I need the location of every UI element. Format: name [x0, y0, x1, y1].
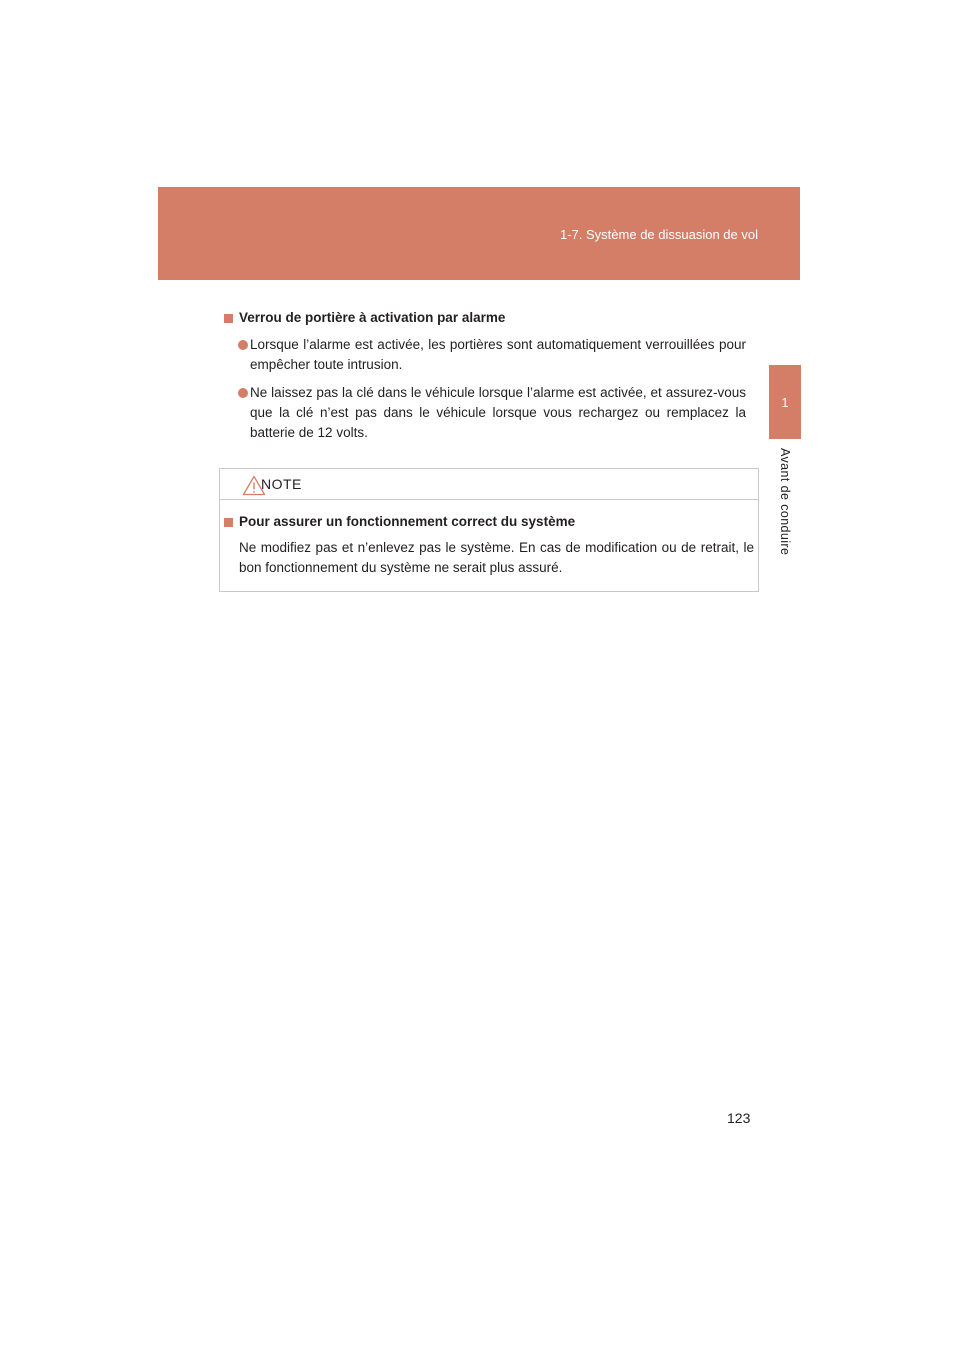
content-section [224, 309, 746, 443]
note-text: Ne modifiez pas et n’enlevez pas le système. En cas de modification ou de retrait, le bon fonctionnement du système ne serait plus assuré. [239, 540, 754, 575]
note-box [219, 468, 759, 592]
note-title: NOTE [261, 476, 302, 492]
list-item-text: Lorsque l’alarme est activée, les portières sont automatiquement verrouillées pour empêcher toute intrusion. [250, 337, 746, 372]
chapter-tab [769, 365, 801, 439]
section-heading-text: Verrou de portière à activation par alarme [239, 310, 506, 325]
circle-bullet-icon [238, 388, 248, 398]
list-item [224, 335, 746, 375]
note-body [224, 513, 754, 578]
chapter-number: 1 [781, 395, 789, 410]
list-item [224, 383, 746, 443]
page-number: 123 [727, 1110, 751, 1126]
chapter-label: Avant de conduire [778, 448, 792, 556]
section-title: 1-7. Système de dissuasion de vol [560, 227, 758, 242]
header-band [158, 187, 800, 280]
square-marker-icon [224, 518, 233, 527]
note-heading [224, 513, 754, 531]
note-heading-text: Pour assurer un fonctionnement correct du système [239, 514, 576, 529]
note-header [220, 469, 758, 500]
section-heading [224, 309, 746, 327]
square-marker-icon [224, 314, 233, 323]
list-item-text: Ne laissez pas la clé dans le véhicule lorsque l’alarme est activée, et assurez-vous que la clé n’est pas dans le véhicule lorsque vous rechargez ou remplacez la batterie de 12 volts. [250, 385, 746, 440]
circle-bullet-icon [238, 340, 248, 350]
